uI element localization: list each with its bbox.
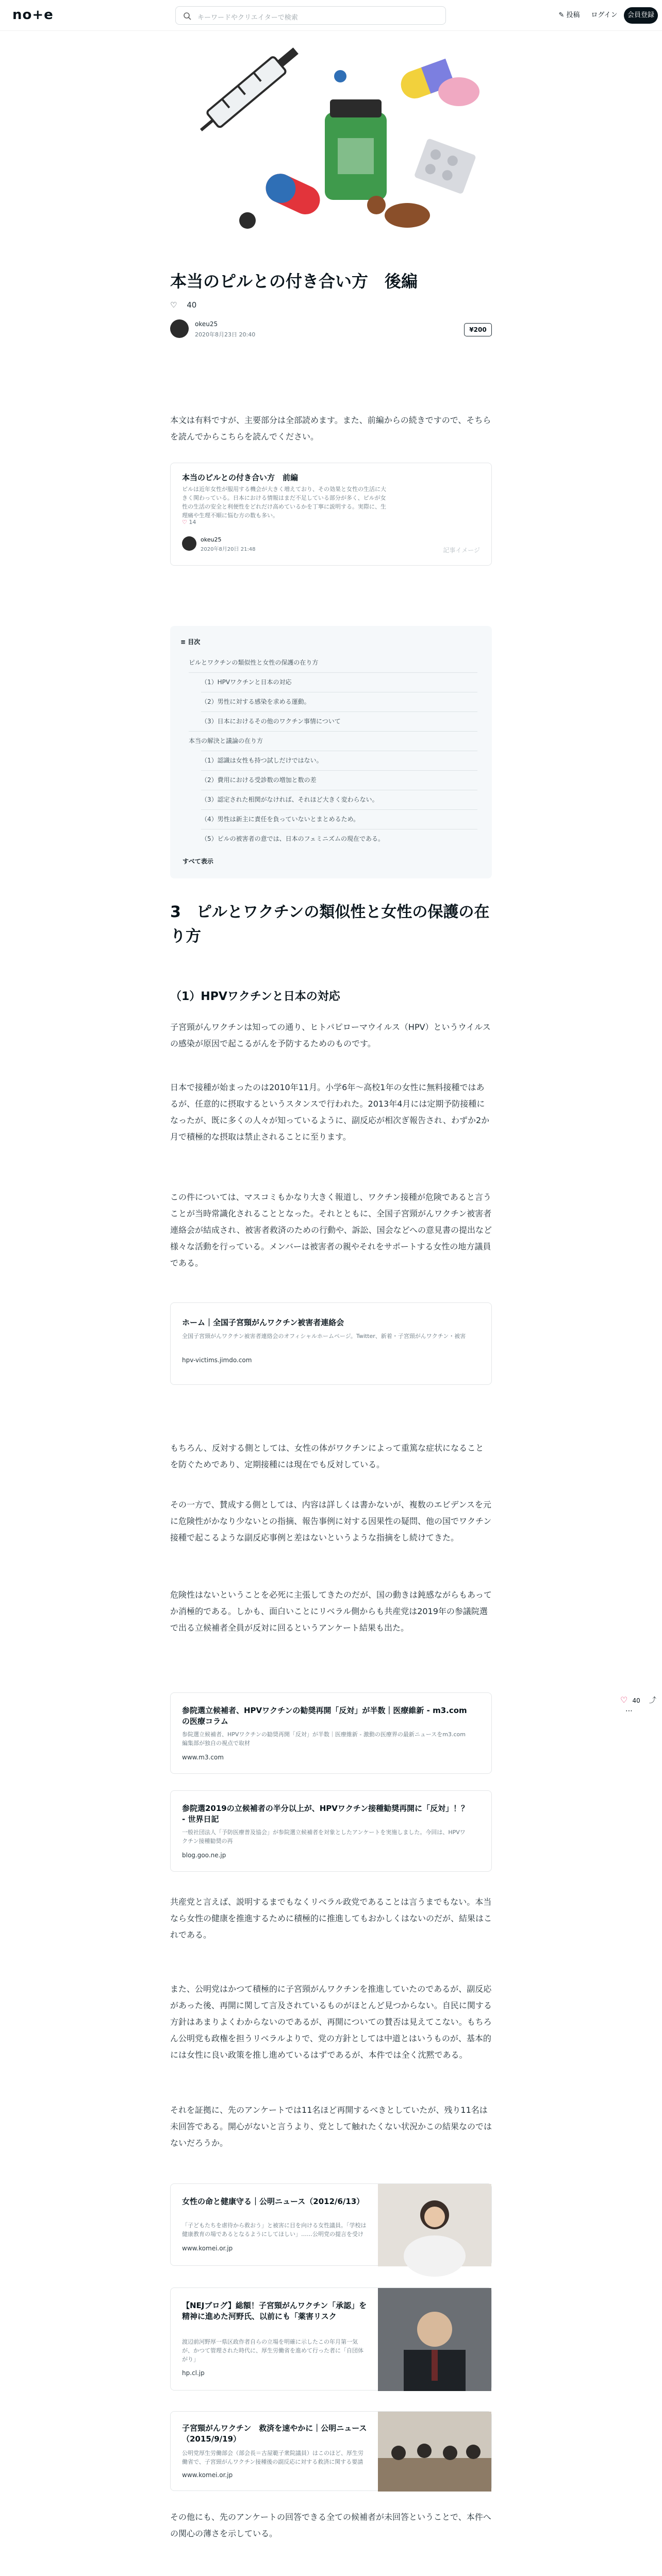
paragraph: その他にも、先のアンケートの回答できる全ての候補者が未回答ということで、本件への関心の薄さを示している。: [170, 2512, 491, 2538]
heart-icon: ♡: [170, 300, 177, 310]
author-avatar[interactable]: [170, 319, 189, 338]
embed-card-url: www.komei.or.jp: [182, 2471, 233, 2479]
price-badge[interactable]: ¥200: [464, 323, 492, 336]
embed-card-title: 参院選立候補者、HPVワクチンの勧奨再開「反対」が半数｜医療維新 - m3.com の医療コラム: [182, 1706, 467, 1726]
heart-icon: ♡: [182, 519, 187, 526]
table-of-contents: [170, 626, 492, 878]
floating-actions: [620, 1695, 662, 1715]
paragraph: 共産党と言えば、説明するまでもなくリベラル政党であることは言うまでもない。本当なら女性の健康を推進するために積極的に推進してもおかしくはないのだが、結果はこれである。: [170, 1897, 492, 1940]
note-logo[interactable]: no+e: [12, 7, 54, 23]
person-image: [378, 2184, 491, 2266]
post-label: 投稿: [566, 11, 580, 19]
meeting-image: [378, 2412, 491, 2492]
search-icon: [183, 12, 191, 20]
site-header: [0, 0, 662, 31]
embed-card[interactable]: [170, 2287, 492, 2391]
subsection-heading: （1）HPVワクチンと日本の対応: [170, 990, 340, 1003]
more-icon[interactable]: ⋯: [625, 1707, 633, 1715]
paragraph: 子宮頸がんワクチンは知っての通り、ヒトパピローマウイルス（HPV）というウイルスの感染が原因で起こるがんを予防するためのものです。: [170, 1022, 491, 1048]
toc-item[interactable]: （4）男性は新主に責任を負っていないとまとめるため。: [201, 816, 360, 823]
login-button[interactable]: ログイン: [591, 11, 618, 19]
embed-card-title: ホーム｜全国子宮頸がんワクチン被害者連絡会: [182, 1318, 344, 1327]
share-icon[interactable]: ⤴: [649, 1697, 656, 1705]
toc-show-all[interactable]: すべて表示: [183, 858, 213, 865]
toc-item[interactable]: （1）HPVワクチンと日本の対応: [201, 679, 292, 686]
toc-divider: [201, 770, 477, 771]
paragraph: 危険性はないということを必死に主張してきたのだが、国の動きは鈍感ながらもあってか消極的である。しかも、面白いことにリベラル側からも共産党は2019年の参議院選で出る立候補者全員が反対に回るというアンケート結果も出た。: [170, 1590, 492, 1633]
embed-card[interactable]: [170, 1790, 492, 1872]
post-button[interactable]: [554, 7, 584, 24]
toc-item[interactable]: （3）日本におけるその他のワクチン事情について: [201, 718, 341, 725]
embed-card-desc: 「子どもたちを虐待から救おう」と被害に目を向ける女性議員。「学校は健康教育の場であるとなるようにしてほしい」……公明党の提言を受け: [182, 2222, 367, 2238]
embed-card-url: www.komei.or.jp: [182, 2245, 233, 2252]
toc-item[interactable]: （1）認識は女性も持つ試しだけではない。: [201, 757, 323, 764]
embed-card-thumbnail: [378, 2184, 491, 2265]
heart-icon[interactable]: ♡: [620, 1695, 628, 1705]
person-image: [378, 2288, 491, 2391]
signup-button[interactable]: 会員登録: [624, 7, 658, 24]
toc-divider: [201, 711, 477, 712]
toc-label: ≡ 目次: [180, 638, 201, 646]
intro-paragraph: 本文は有料ですが、主要部分は全部読めます。また、前編からの続きですので、そちらを読んでからこちらを読んでください。: [170, 415, 491, 442]
embed-card-desc: 全国子宮頸がんワクチン被害者連絡会のオフィシャルホームページ。Twitter、新着・子宮頸がんワクチン・被害: [182, 1333, 466, 1340]
search-box[interactable]: [175, 6, 446, 25]
search-placeholder: キーワードやクリエイターで検索: [197, 14, 298, 22]
hero-image: [170, 35, 492, 246]
toc-item[interactable]: （5）ピルの被害者の意では、日本のフェミニズムの現在である。: [201, 835, 385, 842]
toc-item[interactable]: （2）費用における受診数の増加と数の差: [201, 776, 317, 784]
like-counter[interactable]: [170, 300, 196, 310]
embed-card-title: 【NEJブログ】総額！子宮頸がんワクチン「承認」を精神に進めた河野氏、以前にも「薬害リスク: [182, 2301, 367, 2321]
paragraph: その一方で、賛成する側としては、内容は詳しくは書かないが、複数のエビデンスを元に危険性がかなり少ないとの指摘、報告事例に対する因果性の疑問、他の国でワクチン接種で起こるような副反応事例と差はないというような指摘をし続けてきた。: [170, 1500, 492, 1543]
embed-card-url: hp.cl.jp: [182, 2369, 205, 2377]
paragraph: 日本で接種が始まったのは2010年11月。小学6年〜高校1年の女性に無料接種ではあるが、任意的に摂取するというスタンスで行われた。2013年4月には定期予防接種になったが、既に多くの人々が知っているように、副反応が相次ぎ報告され、わずか2か月で積極的な摂取は禁止されることに至ります。: [170, 1082, 490, 1142]
toc-item[interactable]: ピルとワクチンの類似性と女性の保護の在り方: [189, 659, 319, 666]
toc-item[interactable]: （2）男性に対する感染を求める運動。: [201, 698, 310, 705]
toc-divider: [201, 809, 477, 810]
paragraph: また、公明党はかつて積極的に子宮頸がんワクチンを推進していたのであるが、副反応があった後、再開に関して言及されているものがほとんど見つからない。自民に関する方針はあまりよくわからないのであるが、再開についての賛否は見えてこない。もちろん公明党も政権を担うリベラルよりで、党の方針としては中道とはいうものが、基本的には女性に良い政策を推し進めているはずであるが、本件では全く沈黙である。: [170, 1984, 492, 2060]
section-heading: 3 ピルとワクチンの類似性と女性の保護の在り方: [170, 903, 490, 945]
paragraph: それを証拠に、先のアンケートでは11名ほど再開するべきとしていたが、残り11名は未回答である。開心がないと言うより、党として触れたくない状況かこの結果なのではないだろうか。: [170, 2105, 492, 2148]
pen-icon: ✎: [558, 11, 565, 19]
like-count: 40: [187, 300, 197, 310]
toc-divider: [189, 731, 477, 732]
article-title: 本当のピルとの付き合い方 後編: [170, 272, 418, 291]
embed-card-title: 参院選2019の立候補者の半分以上が、HPVワクチン接種勧奨再開に「反対」！？ - 世界日記: [182, 1804, 469, 1824]
related-author-avatar: [182, 536, 196, 551]
embed-card[interactable]: [170, 2411, 492, 2491]
embed-card[interactable]: [170, 1302, 492, 1385]
toc-divider: [189, 672, 477, 673]
embed-card-title: 子宮頸がんワクチン 救済を速やかに｜公明ニュース（2015/9/19）: [182, 2424, 367, 2444]
embed-card-desc: 渡辺前河野厚一県区政作者自らの立場を明確に示したこの年月第一気が、かつて管理された時代に、厚生労働省を進めて行った者に「自団体がり」: [182, 2338, 363, 2363]
embed-card-url: www.m3.com: [182, 1754, 224, 1761]
embed-card-thumbnail: [378, 2288, 491, 2390]
embed-card-url: hpv-victims.jimdo.com: [182, 1357, 252, 1364]
post-date: 2020年8月23日 20:40: [195, 331, 256, 338]
related-card-title: 本当のピルとの付き合い方 前編: [182, 473, 299, 482]
embed-card-desc: 公明党厚生労働部会（部会長＝古屋範子衆院議員）はこのほど、厚生労働省で、子宮頸がんワクチン接種後の副反応に対する救済に関する要請: [182, 2450, 363, 2465]
author-name[interactable]: okeu25: [195, 320, 218, 328]
toc-item[interactable]: 本当の解決と議論の在り方: [189, 737, 263, 744]
side-like-count: 40: [632, 1697, 640, 1704]
related-article-card[interactable]: [170, 463, 492, 566]
related-card-thumb: 記事イメージ: [443, 547, 480, 554]
related-card-desc: ピルは近年女性が服用する機会が大きく増えており、その効果と女性の生活に大きく関わっている。日本における情報はまだ不足している部分が多く、ピルが女性の生活の安全と利便性をどれだけ高めているかを丁寧に説明する。実際に、生理痛や生理不順に悩む方の数も多い。: [182, 486, 386, 519]
list-icon: ≡: [180, 638, 186, 646]
embed-card-desc: 一般社団法人「予防医療普及協会」が参院選立候補者を対象としたアンケートを実施しました。今回は、HPVワクチン接種勧奨の再: [182, 1829, 466, 1844]
embed-card[interactable]: [170, 1692, 492, 1774]
related-card-likes: ♡ 14: [182, 519, 196, 526]
toc-item[interactable]: （3）認定された相関がなければ、それほど大きく変わらない。: [201, 796, 378, 803]
embed-card[interactable]: [170, 2183, 492, 2266]
paragraph: もちろん、反対する側としては、女性の体がワクチンによって重篤な症状になることを防ぐためであり、定期接種には現在でも反対している。: [170, 1443, 484, 1469]
related-author-name: okeu25: [201, 536, 222, 543]
embed-card-url: blog.goo.ne.jp: [182, 1852, 226, 1859]
embed-card-thumbnail: [378, 2412, 491, 2490]
related-author-date: 2020年8月20日 21:48: [201, 547, 256, 552]
embed-card-desc: 参院選立候補者、HPVワクチンの勧奨再開「反対」が半数｜医療維新 - 激動の医療界の最新ニュースをm3.com編集部が独自の視点で取材: [182, 1731, 466, 1747]
paragraph: この件については、マスコミもかなり大きく報道し、ワクチン接種が危険であると言うことが当時常識化されることとなった。それとともに、全国子宮頸がんワクチン被害者連絡会が結成され、被害者救済のための行動や、訴訟、国会などへの意見書の提出など様々な活動を行っている。メンバーは被害者の親やそれをサポートする女性の地方議員である。: [170, 1192, 492, 1268]
embed-card-title: 女性の命と健康守る｜公明ニュース（2012/6/13）: [182, 2197, 365, 2206]
